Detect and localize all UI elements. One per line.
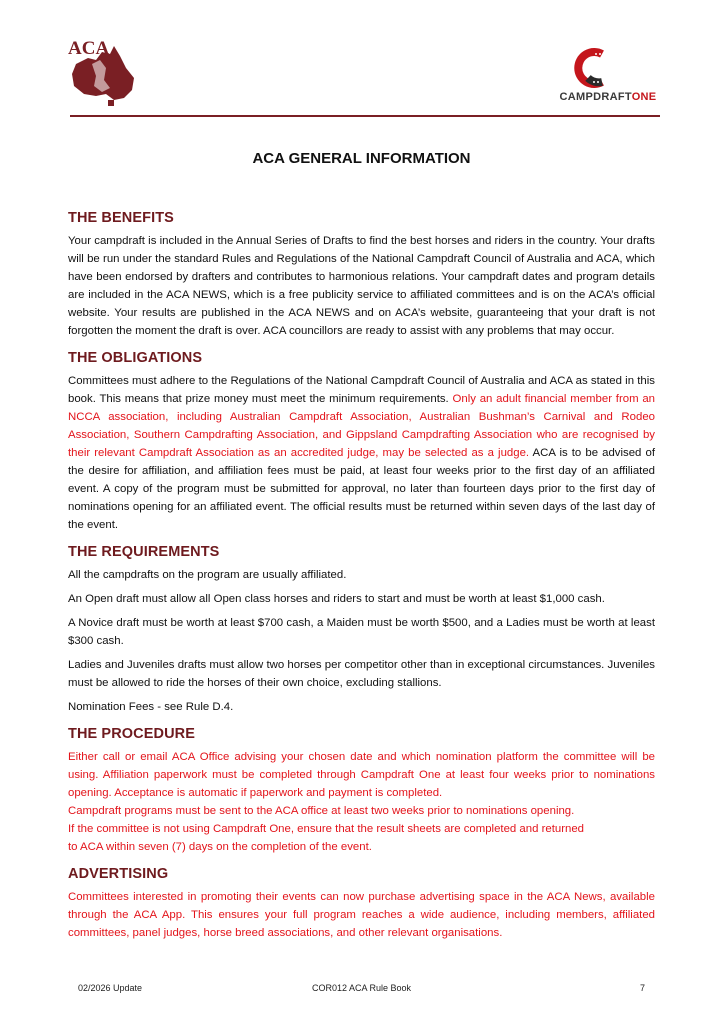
page-number: 7 [640, 983, 646, 993]
paragraph: All the campdrafts on the program are usually affiliated. [68, 569, 347, 581]
page-title: ACA GENERAL INFORMATION [252, 150, 471, 167]
header-divider [70, 115, 660, 117]
section-advertising [68, 866, 655, 942]
paragraph: An Open draft must allow all Open class horses and riders to start and must be worth at least $1,000 cash. [68, 593, 605, 605]
paragraph [68, 372, 655, 534]
section-heading: THE OBLIGATIONS [68, 350, 203, 366]
section-heading: THE BENEFITS [68, 210, 174, 226]
section-procedure [68, 726, 655, 856]
section-heading: THE REQUIREMENTS [68, 544, 220, 560]
paragraph: Nomination Fees - see Rule D.4. [68, 701, 234, 713]
campdraftone-logo-icon [566, 48, 622, 88]
highlighted-text: Only an adult financial member from an NCCA association, including Australian Campdraft Association, Australian Bushman’s Carnival and Rodeo Association, Southern Campdrafting Association, and Gippsland Campdrafting Association who are recognised by their relevant Campdraft Association as an accredited judge, may be selected as a judge. [68, 393, 656, 459]
paragraph: to ACA within seven (7) days on the completion of the event. [68, 841, 372, 853]
paragraph: Campdraft programs must be sent to the ACA office at least two weeks prior to nominations opening. [68, 805, 575, 817]
paragraph: Committees interested in promoting their events can now purchase advertising space in the ACA News, available through the ACA App. This ensures your full program reaches a wide audience, including members, affiliated committees, panel judges, horse breed associations, and other relevant organisations. [68, 891, 655, 939]
footer-document-title: COR012 ACA Rule Book [311, 983, 412, 993]
paragraph: Either call or email ACA Office advising your chosen date and which nomination platform the committee will be using. Affiliation paperwork must be completed through Campdraft One at least four weeks prior to nominations opening. Acceptance is automatic if paperwork and payment is completed. [68, 751, 655, 799]
paragraph: A Novice draft must be worth at least $700 cash, a Maiden must be worth $500, and a Ladies must be worth at least $300 cash. [68, 617, 655, 647]
footer-update-date: 02/2026 Update [78, 983, 143, 993]
text-run: ACA is to be advised of the desire for affiliation, and affiliation fees must be paid, at least four weeks prior to the first day of an affiliated event. A copy of the program must be submitted for approval, no later than fourteen days prior to the first day of nominations opening for an affiliated event. The official results must be returned within seven days of the last day of the event. [68, 447, 655, 531]
section-benefits [68, 210, 655, 340]
aca-logo [66, 34, 138, 108]
section-requirements [68, 544, 655, 716]
document-body [68, 210, 655, 952]
aca-logo-text: ACA [68, 38, 110, 59]
campdraftone-logo-text: CAMPDRAFTONE [559, 91, 657, 103]
paragraph: Ladies and Juveniles drafts must allow two horses per competitor other than in exceptional circumstances. Juveniles must be allowed to ride the horses of their own choice, excluding stallions. [68, 659, 655, 689]
paragraph: Your campdraft is included in the Annual Series of Drafts to find the best horses and riders in the country. Your drafts will be run under the standard Rules and Regulations of the National Campdraft Council of Australia and ACA, which have been endorsed by drafters and contributes to harmonious relations. Your campdraft dates and program details are included in the ACA NEWS, which is a free publicity service to affiliated committees and is on the ACA’s official website. Your results are published in the ACA NEWS and on ACA’s website, guaranteeing that your draft is not forgotten the moment the draft is over. ACA councillors are ready to assist with any problems that may occur. [68, 235, 655, 337]
section-heading: ADVERTISING [68, 866, 169, 882]
section-heading: THE PROCEDURE [68, 726, 195, 742]
text-run: Committees must adhere to the Regulations of the National Campdraft Council of Australia and ACA as stated in this book. This means that prize money must meet the minimum requirements. [68, 375, 655, 405]
section-obligations [68, 350, 655, 534]
paragraph: If the committee is not using Campdraft One, ensure that the result sheets are completed and returned [68, 823, 585, 835]
